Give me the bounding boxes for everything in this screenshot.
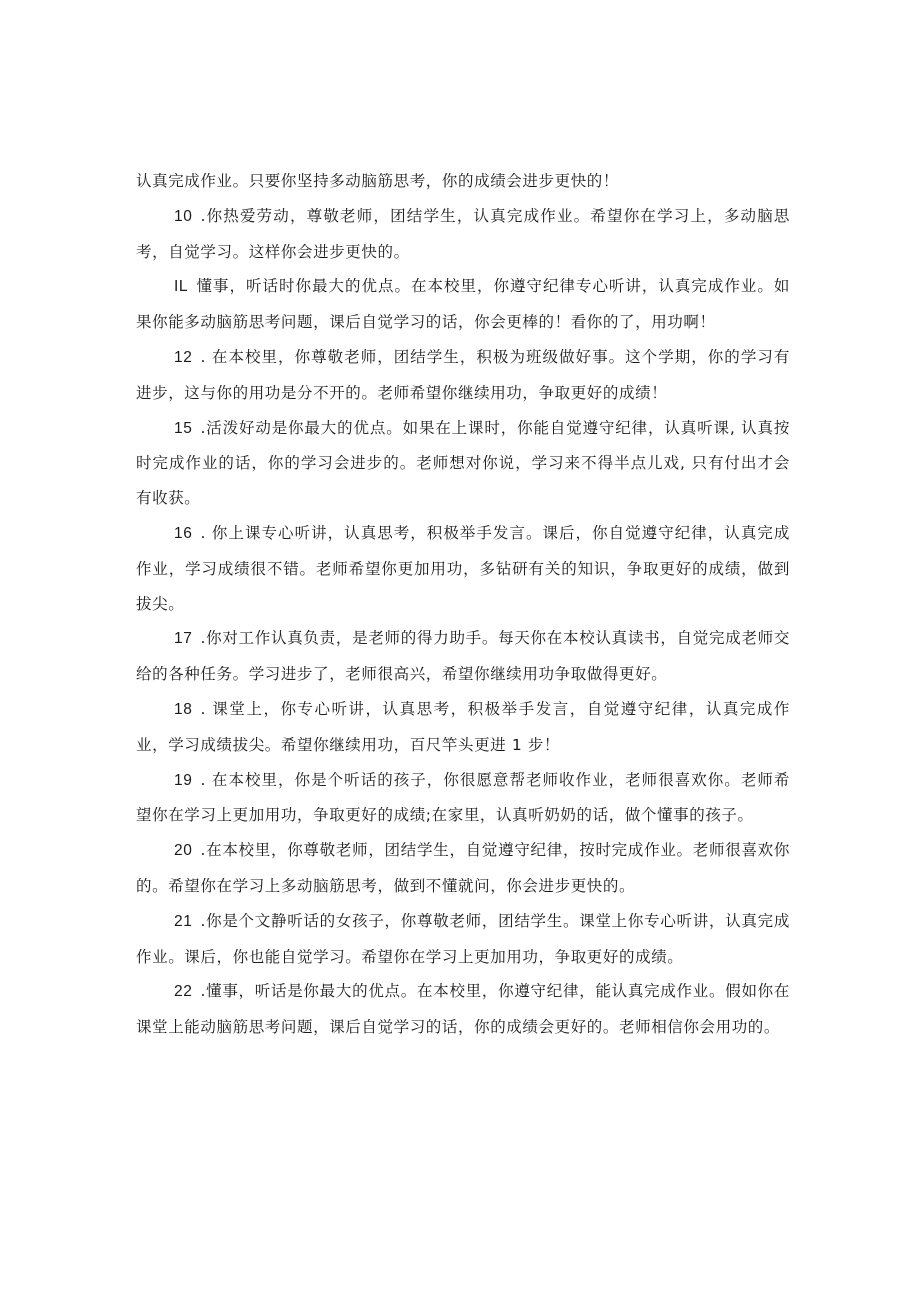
paragraph-text: .在本校里，你尊敬老师，团结学生，自觉遵守纪律，按时完成作业。老师很喜欢你的。希望你在学习上多动脑筋思考，做到不懂就问，你会进步更快的。 xyxy=(136,841,790,895)
paragraph-number: 12 xyxy=(174,348,193,366)
paragraph-text: .懂事，听话是你最大的优点。在本校里，你遵守纪律，能认真完成作业。假如你在课堂上能动脑筋思考问题，课后自觉学习的话，你的成绩会更好的。老师相信你会用功的。 xyxy=(136,982,790,1037)
paragraph-text: .你是个文静听话的女孩子，你尊敬老师，团结学生。课堂上你专心听讲，认真完成作业。课后，你也能自觉学习。希望你在学习上更加用功，争取更好的成绩。 xyxy=(136,911,790,966)
paragraph-number: 10 xyxy=(174,207,193,225)
paragraph-text: .你对工作认真负责，是老师的得力助手。每天你在本校认真读书，自觉完成老师交给的各种任务。学习进步了，老师很高兴，希望你继续用功争取做得更好。 xyxy=(136,629,790,684)
paragraph-number: 17 xyxy=(174,630,193,648)
paragraph-number: 20 xyxy=(174,842,193,860)
paragraph-16 xyxy=(136,516,790,621)
paragraph-text: . 你上课专心听讲，认真思考，积极举手发言。课后，你自觉遵守纪律，认真完成作业，学习成绩很不错。老师希望你更加用功，多钻研有关的知识，争取更好的成绩，做到拔尖。 xyxy=(136,523,790,613)
paragraph-0 xyxy=(136,164,790,199)
paragraph-text: . 在本校里，你尊敬老师，团结学生，积极为班级做好事。这个学期，你的学习有进步，这与你的用功是分不开的。老师希望你继续用功，争取更好的成绩！ xyxy=(136,347,790,402)
paragraph-22 xyxy=(136,974,790,1045)
document-body xyxy=(136,164,790,1045)
paragraph-number: 16 xyxy=(174,524,193,542)
paragraph-text: 懂事，听话时你最大的优点。在本校里，你遵守纪律专心听讲，认真完成作业。如果你能多动脑筋思考问题，课后自觉学习的话，你会更棒的！看你的了，用功啊！ xyxy=(136,277,790,332)
paragraph-10 xyxy=(136,199,790,270)
paragraph-number: 21 xyxy=(174,912,193,930)
paragraph-number: 18 xyxy=(174,700,193,718)
paragraph-20 xyxy=(136,833,790,904)
paragraph-12 xyxy=(136,340,790,411)
paragraph-number: 22 xyxy=(174,983,193,1001)
paragraph-text: . 课堂上，你专心听讲，认真思考，积极举手发言，自觉遵守纪律，认真完成作业，学习成绩拔尖。希望你继续用功，百尺竿头更进 1 步！ xyxy=(136,699,790,754)
paragraph-number: IL xyxy=(174,278,189,296)
paragraph-text: .你热爱劳动，尊敬老师，团结学生，认真完成作业。希望你在学习上，多动脑思考，自觉学习。这样你会进步更快的。 xyxy=(136,206,790,261)
paragraph-number: 19 xyxy=(174,771,193,789)
paragraph-text: . 在本校里，你是个听话的孩子，你很愿意帮老师收作业，老师很喜欢你。老师希望你在学习上更加用功，争取更好的成绩;在家里，认真听奶奶的话，做个懂事的孩子。 xyxy=(136,770,790,825)
paragraph-19 xyxy=(136,763,790,834)
paragraph-17 xyxy=(136,621,790,692)
paragraph-text: .活泼好动是你最大的优点。如果在上课时，你能自觉遵守纪律，认真听课, 认真按时完成作业的话，你的学习会进步的。老师想对你说，学习来不得半点儿戏, 只有付出才会有收获。 xyxy=(136,418,790,508)
paragraph-21 xyxy=(136,904,790,975)
paragraph-text: 认真完成作业。只要你坚持多动脑筋思考，你的成绩会进步更快的！ xyxy=(136,172,620,190)
paragraph-15 xyxy=(136,411,790,516)
paragraph-11 xyxy=(136,269,790,340)
paragraph-18 xyxy=(136,692,790,763)
paragraph-number: 15 xyxy=(174,419,193,437)
